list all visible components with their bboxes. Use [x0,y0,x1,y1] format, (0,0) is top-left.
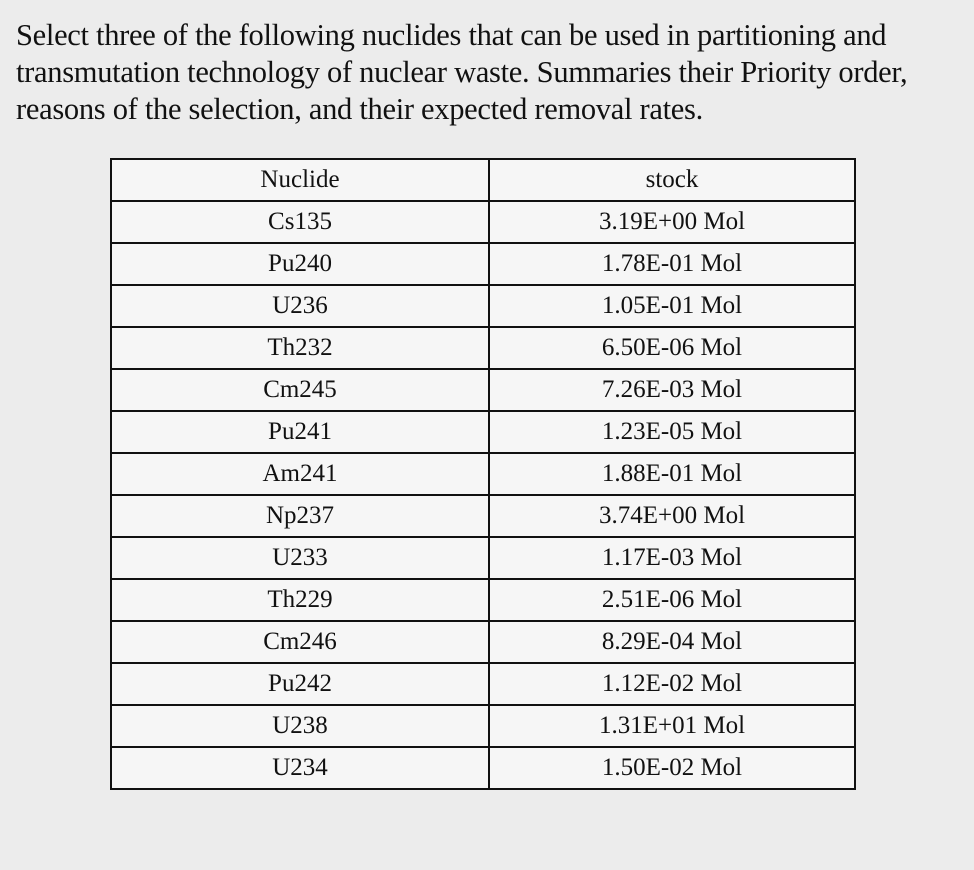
nuclide-cell: U238 [111,705,489,747]
nuclide-cell: Th229 [111,579,489,621]
table-row [111,327,855,369]
stock-cell: 7.26E-03 Mol [489,369,855,411]
stock-cell: 1.88E-01 Mol [489,453,855,495]
question-text: Select three of the following nuclides that can be used in partitioning and transmutation technology of nuclear waste. Summaries their Priority order, reasons of the selection, and their expected removal rates. [16,18,908,126]
nuclide-cell: U236 [111,285,489,327]
table-row [111,285,855,327]
table-row [111,411,855,453]
table-row [111,243,855,285]
nuclide-cell: Pu241 [111,411,489,453]
header-stock: stock [489,159,855,201]
table-row [111,663,855,705]
table-row [111,369,855,411]
nuclide-cell: Pu242 [111,663,489,705]
table-row [111,705,855,747]
stock-cell: 3.19E+00 Mol [489,201,855,243]
stock-cell: 1.23E-05 Mol [489,411,855,453]
table-row [111,495,855,537]
table-row [111,579,855,621]
nuclide-cell: Cs135 [111,201,489,243]
header-nuclide: Nuclide [111,159,489,201]
nuclide-stock-table [110,158,856,790]
nuclide-cell: Cm245 [111,369,489,411]
stock-cell: 1.78E-01 Mol [489,243,855,285]
stock-cell: 1.05E-01 Mol [489,285,855,327]
stock-cell: 3.74E+00 Mol [489,495,855,537]
stock-cell: 2.51E-06 Mol [489,579,855,621]
nuclide-cell: Am241 [111,453,489,495]
nuclide-cell: Cm246 [111,621,489,663]
nuclide-cell: U234 [111,747,489,789]
table-row [111,537,855,579]
table-row [111,621,855,663]
stock-cell: 1.17E-03 Mol [489,537,855,579]
nuclide-cell: Pu240 [111,243,489,285]
table-header-row [111,159,855,201]
table-row [111,747,855,789]
nuclide-cell: Np237 [111,495,489,537]
stock-cell: 8.29E-04 Mol [489,621,855,663]
stock-cell: 1.31E+01 Mol [489,705,855,747]
stock-cell: 1.50E-02 Mol [489,747,855,789]
nuclide-cell: Th232 [111,327,489,369]
nuclide-cell: U233 [111,537,489,579]
stock-cell: 6.50E-06 Mol [489,327,855,369]
stock-cell: 1.12E-02 Mol [489,663,855,705]
nuclide-table-container [110,158,854,790]
table-row [111,201,855,243]
table-row [111,453,855,495]
